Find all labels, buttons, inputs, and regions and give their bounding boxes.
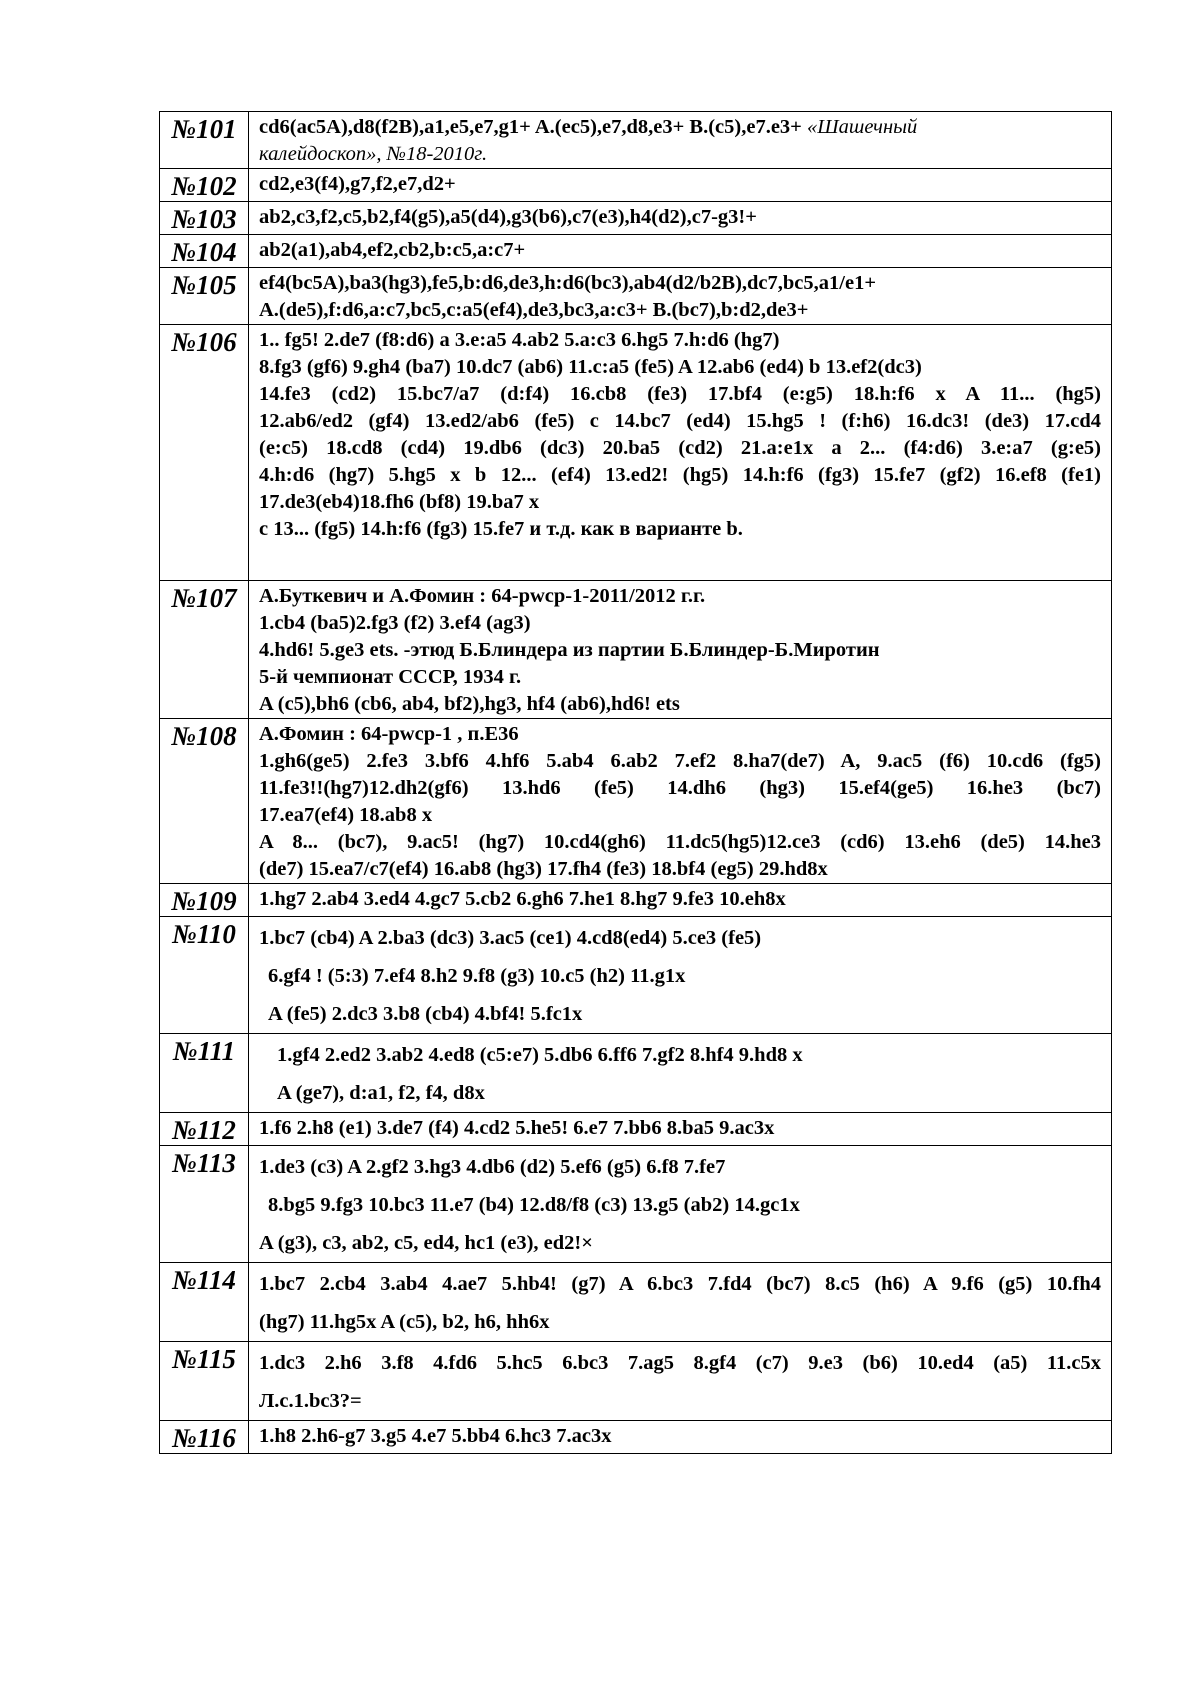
- table-row: [160, 268, 1112, 325]
- solution-line: 5-й чемпионат СССР, 1934 г.: [259, 666, 522, 688]
- table-row: [160, 1113, 1112, 1146]
- solution-line: 4.hd6! 5.ge3 ets. -этюд Б.Блиндера из партии Б.Блиндер-Б.Миротин: [259, 639, 880, 661]
- table-row: [160, 581, 1112, 719]
- solution-line: 1.hg7 2.ab4 3.ed4 4.gc7 5.cb2 6.gh6 7.he1 8.hg7 9.fe3 10.eh8x: [259, 888, 786, 910]
- table-row: [160, 1421, 1112, 1454]
- problem-number: №110: [160, 917, 249, 1034]
- solution-line: 14.fe3 (cd2) 15.bc7/a7 (d:f4) 16.cb8 (fe3) 17.bf4 (e:g5) 18.h:f6 x A 11... (hg5): [259, 383, 1101, 405]
- solution-line: Л.с.1.bc3?=: [259, 1390, 362, 1412]
- problem-number: №101: [160, 112, 249, 169]
- table-row: [160, 202, 1112, 235]
- solution-text: [249, 268, 1112, 325]
- solution-line: 1.de3 (c3) A 2.gf2 3.hg3 4.db6 (d2) 5.ef6 (g5) 6.f8 7.fe7: [259, 1156, 726, 1178]
- solution-text: [249, 235, 1112, 268]
- solution-line: 1.cb4 (ba5)2.fg3 (f2) 3.ef4 (ag3): [259, 612, 531, 634]
- problem-number: №108: [160, 719, 249, 884]
- solution-line: ab2(a1),ab4,ef2,cb2,b:c5,a:c7+: [259, 239, 526, 261]
- table-row: [160, 325, 1112, 581]
- solution-line: 1.bc7 (cb4) A 2.ba3 (dc3) 3.ac5 (ce1) 4.cd8(ed4) 5.ce3 (fe5): [259, 927, 762, 949]
- solution-line: A (fe5) 2.dc3 3.b8 (cb4) 4.bf4! 5.fc1x: [268, 1003, 583, 1025]
- problem-number: №113: [160, 1146, 249, 1263]
- problem-number: №104: [160, 235, 249, 268]
- table-row: [160, 884, 1112, 917]
- solution-line: А.Фомин : 64-рwср-1 , п.Е36: [259, 723, 519, 745]
- solution-line: 11.fe3!!(hg7)12.dh2(gf6) 13.hd6 (fe5) 14.dh6 (hg3) 15.ef4(ge5) 16.he3 (bc7): [259, 777, 1101, 799]
- solution-line: A 8... (bc7), 9.ac5! (hg7) 10.cd4(gh6) 11.dc5(hg5)12.ce3 (cd6) 13.eh6 (de5) 14.he3: [259, 831, 1101, 853]
- solution-text: [249, 202, 1112, 235]
- solution-text: [249, 719, 1112, 884]
- solution-line: 6.gf4 ! (5:3) 7.ef4 8.h2 9.f8 (g3) 10.c5 (h2) 11.g1x: [268, 965, 686, 987]
- solution-line: 12.ab6/ed2 (gf4) 13.ed2/ab6 (fe5) c 14.bc7 (ed4) 15.hg5 ! (f:h6) 16.dc3! (de3) 17.cd4: [259, 410, 1101, 432]
- table-row: [160, 1146, 1112, 1263]
- solution-text: [249, 1342, 1112, 1421]
- solution-text: [249, 1034, 1112, 1113]
- source-citation: калейдоскоп», №18-2010г.: [259, 143, 488, 165]
- solution-line: 1.gh6(ge5) 2.fe3 3.bf6 4.hf6 5.ab4 6.ab2 7.ef2 8.ha7(de7) A, 9.ac5 (f6) 10.cd6 (fg5): [259, 750, 1101, 772]
- solution-text: [249, 1421, 1112, 1454]
- problem-number: №111: [160, 1034, 249, 1113]
- table-row: [160, 112, 1112, 169]
- solution-text: [249, 112, 1112, 169]
- problem-number: №112: [160, 1113, 249, 1146]
- solution-line: cd6(ac5A),d8(f2B),a1,e5,e7,g1+ A.(ec5),e7,d8,e3+ B.(c5),e7.e3+: [259, 116, 807, 138]
- solution-line: (hg7) 11.hg5x A (c5), b2, h6, hh6x: [259, 1311, 550, 1333]
- problem-number: №102: [160, 169, 249, 202]
- problem-number: №109: [160, 884, 249, 917]
- solution-line: 4.h:d6 (hg7) 5.hg5 x b 12... (ef4) 13.ed2! (hg5) 14.h:f6 (fg3) 15.fe7 (gf2) 16.ef8 (fe1): [259, 464, 1101, 486]
- table-row: [160, 235, 1112, 268]
- solution-text: [249, 1113, 1112, 1146]
- solution-line: 1.h8 2.h6-g7 3.g5 4.e7 5.bb4 6.hc3 7.ac3x: [259, 1425, 612, 1447]
- problem-number: №103: [160, 202, 249, 235]
- solution-line: cd2,e3(f4),g7,f2,e7,d2+: [259, 173, 456, 195]
- solution-line: 1.bc7 2.cb4 3.ab4 4.ae7 5.hb4! (g7) A 6.bc3 7.fd4 (bc7) 8.c5 (h6) A 9.f6 (g5) 10.fh4: [259, 1273, 1101, 1295]
- solution-line: 17.ea7(ef4) 18.ab8 x: [259, 804, 433, 826]
- solution-text: [249, 1263, 1112, 1342]
- solution-text: [249, 884, 1112, 917]
- solution-line: A (c5),bh6 (cb6, ab4, bf2),hg3, hf4 (ab6),hd6! ets: [259, 693, 680, 715]
- solution-text: [249, 581, 1112, 719]
- solution-line: (de7) 15.ea7/c7(ef4) 16.ab8 (hg3) 17.fh4 (fe3) 18.bf4 (eg5) 29.hd8x: [259, 858, 828, 880]
- solution-line: A (ge7), d:a1, f2, f4, d8x: [277, 1082, 485, 1104]
- solution-line: 1.. fg5! 2.de7 (f8:d6) a 3.e:a5 4.ab2 5.a:c3 6.hg5 7.h:d6 (hg7): [259, 329, 780, 351]
- problem-number: №107: [160, 581, 249, 719]
- solution-line: 8.bg5 9.fg3 10.bc3 11.e7 (b4) 12.d8/f8 (c3) 13.g5 (ab2) 14.gc1x: [268, 1194, 800, 1216]
- solution-line: (e:c5) 18.cd8 (cd4) 19.db6 (dc3) 20.ba5 (cd2) 21.a:e1x a 2... (f4:d6) 3.e:a7 (g:e5): [259, 437, 1101, 459]
- problem-number: №116: [160, 1421, 249, 1454]
- table-row: [160, 1263, 1112, 1342]
- solution-line: c 13... (fg5) 14.h:f6 (fg3) 15.fe7 и т.д. как в варианте b.: [259, 518, 743, 540]
- table-row: [160, 169, 1112, 202]
- solution-line: 1.f6 2.h8 (e1) 3.de7 (f4) 4.cd2 5.he5! 6.e7 7.bb6 8.ba5 9.ac3x: [259, 1117, 775, 1139]
- solution-text: [249, 169, 1112, 202]
- table-row: [160, 719, 1112, 884]
- solution-line: ab2,c3,f2,c5,b2,f4(g5),a5(d4),g3(b6),c7(e3),h4(d2),c7-g3!+: [259, 206, 757, 228]
- solution-line: 17.de3(eb4)18.fh6 (bf8) 19.ba7 x: [259, 491, 540, 513]
- problem-number: №105: [160, 268, 249, 325]
- problem-number: №106: [160, 325, 249, 581]
- table-row: [160, 1342, 1112, 1421]
- solution-line: A (g3), c3, ab2, c5, ed4, hc1 (e3), ed2!×: [259, 1232, 593, 1254]
- solution-text: [249, 1146, 1112, 1263]
- solution-line: 1.dc3 2.h6 3.f8 4.fd6 5.hc5 6.bc3 7.ag5 8.gf4 (c7) 9.e3 (b6) 10.ed4 (a5) 11.c5x: [259, 1352, 1101, 1374]
- source-citation: «Шашечный: [806, 116, 918, 138]
- solutions-table: [159, 111, 1112, 1454]
- solution-line: А.Буткевич и А.Фомин : 64-рwср-1-2011/2012 г.г.: [259, 585, 706, 607]
- solution-line: 8.fg3 (gf6) 9.gh4 (ba7) 10.dc7 (ab6) 11.c:a5 (fe5) A 12.ab6 (ed4) b 13.ef2(dc3): [259, 356, 922, 378]
- problem-number: №115: [160, 1342, 249, 1421]
- solution-line: 1.gf4 2.ed2 3.ab2 4.ed8 (c5:e7) 5.db6 6.ff6 7.gf2 8.hf4 9.hd8 x: [277, 1044, 803, 1066]
- solution-text: [249, 325, 1112, 581]
- solution-line: A.(de5),f:d6,a:c7,bc5,c:a5(ef4),de3,bc3,a:c3+ B.(bc7),b:d2,de3+: [259, 299, 809, 321]
- solution-line: ef4(bc5A),ba3(hg3),fe5,b:d6,de3,h:d6(bc3),ab4(d2/b2B),dc7,bc5,a1/e1+: [259, 272, 877, 294]
- solution-text: [249, 917, 1112, 1034]
- table-row: [160, 1034, 1112, 1113]
- problem-number: №114: [160, 1263, 249, 1342]
- table-row: [160, 917, 1112, 1034]
